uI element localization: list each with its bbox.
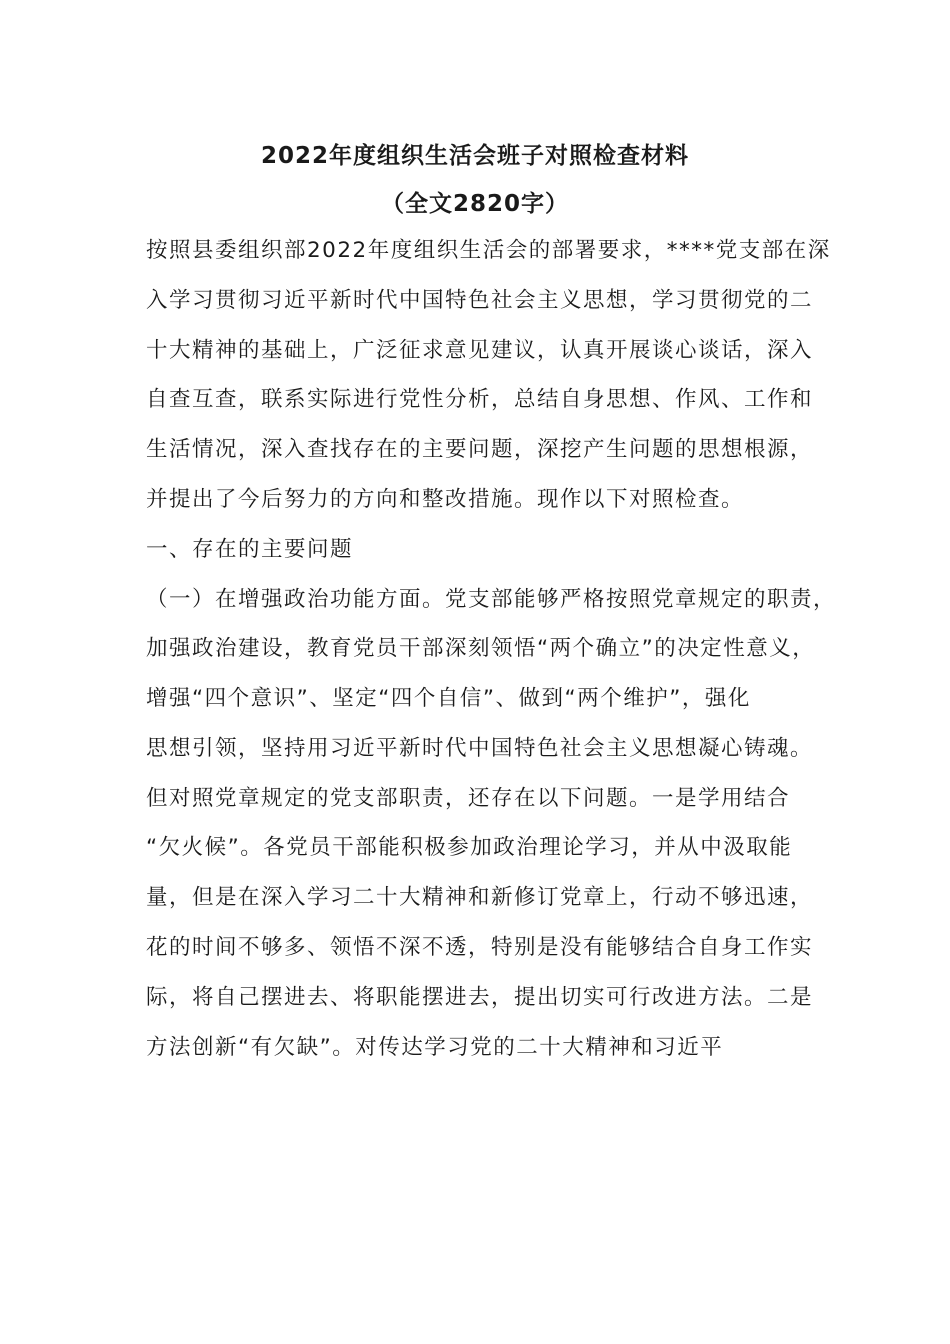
body-line: 入学习贯彻习近平新时代中国特色社会主义思想，学习贯彻党的二 bbox=[146, 288, 814, 313]
body-line: 增强“四个意识”、坚定“四个自信”、做到“两个维护”，强化 bbox=[146, 686, 751, 711]
document-subtitle: （全文2820字） bbox=[380, 191, 569, 217]
body-line: 方法创新“有欠缺”。对传达学习党的二十大精神和习近平 bbox=[146, 1035, 724, 1060]
body-line: 加强政治建设，教育党员干部深刻领悟“两个确立”的决定性意义， bbox=[146, 636, 816, 661]
body-line: 量，但是在深入学习二十大精神和新修订党章上，行动不够迅速， bbox=[146, 885, 814, 910]
body-line: 并提出了今后努力的方向和整改措施。现作以下对照检查。 bbox=[146, 487, 745, 512]
body-line: 际，将自己摆进去、将职能摆进去，提出切实可行改进方法。二是 bbox=[146, 985, 814, 1010]
section-heading: 一、存在的主要问题 bbox=[146, 537, 354, 562]
document-title: 2022年度组织生活会班子对照检查材料 bbox=[260, 143, 689, 169]
body-line: 生活情况，深入查找存在的主要问题，深挖产生问题的思想根源， bbox=[146, 437, 814, 462]
body-line: “欠火候”。各党员干部能积极参加政治理论学习，并从中汲取能 bbox=[146, 835, 793, 860]
body-line: 自查互查，联系实际进行党性分析，总结自身思想、作风、工作和 bbox=[146, 387, 814, 412]
body-line: 按照县委组织部2022年度组织生活会的部署要求，****党支部在深 bbox=[146, 238, 831, 263]
body-line: 但对照党章规定的党支部职责，还存在以下问题。一是学用结合 bbox=[146, 786, 791, 811]
body-line: 花的时间不够多、领悟不深不透，特别是没有能够结合自身工作实 bbox=[146, 935, 814, 960]
body-line: 思想引领，坚持用习近平新时代中国特色社会主义思想凝心铸魂。 bbox=[146, 736, 814, 761]
body-line: （一）在增强政治功能方面。党支部能够严格按照党章规定的职责， bbox=[146, 587, 837, 612]
body-line: 十大精神的基础上，广泛征求意见建议，认真开展谈心谈话，深入 bbox=[146, 338, 814, 363]
